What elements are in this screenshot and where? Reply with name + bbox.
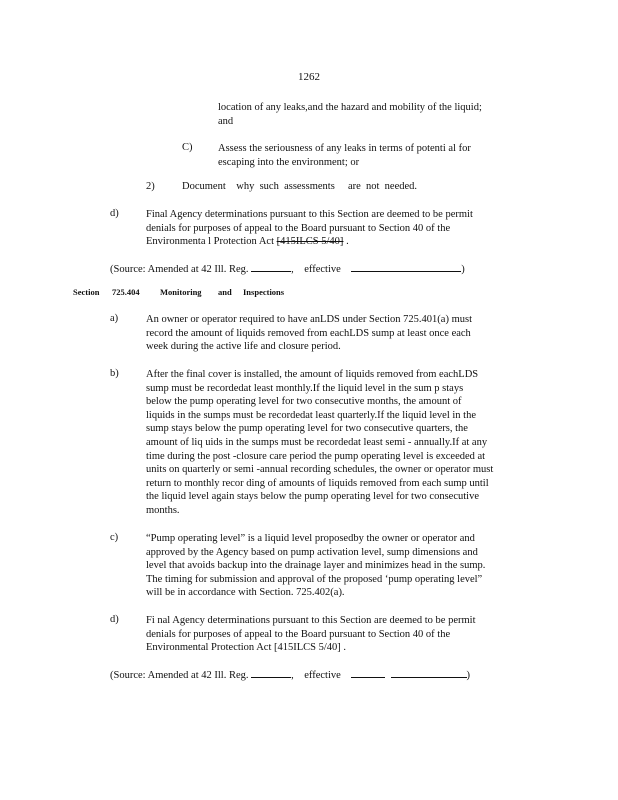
item-label: C) (182, 142, 193, 153)
text-line: level that avoids backup into the drainage layer and minimizes head in the sump. (146, 560, 486, 572)
text-line: Final Agency determinations pursuant to this Section are deemed to be permit (146, 209, 473, 220)
text-fragment: . (343, 236, 349, 248)
source-text: ) (461, 264, 465, 275)
source-text: , (291, 670, 294, 681)
text-line: Fi nal Agency determinations pursuant to this Section are deemed to be permit (146, 615, 476, 626)
source-text: ) (466, 670, 471, 681)
item-label: d) (110, 208, 119, 219)
section-title: and (218, 287, 232, 297)
text-line: denials for purposes of appeal to the Board pursuant to Section 40 of the (146, 222, 451, 234)
source-text: (Source: Amended at 42 Ill. Reg. (110, 264, 249, 275)
item-c-definition (146, 532, 532, 600)
text-line: record the amount of liquids removed from eachLDS sump at least once each (146, 327, 471, 339)
section-title: Monitoring (160, 287, 202, 297)
item-d-determinations (146, 614, 518, 655)
item-2-text: Document why such assessments are not needed. (182, 181, 418, 192)
text-line: below the pump operating level for two consecutive months, the amount of (146, 396, 462, 408)
text-line: liquids in the sumps must be recordedat least quarterly.If the liquid level in the (146, 409, 476, 421)
text-fragment: Environmenta l Protection Act (146, 236, 277, 248)
source-text: (Source: Amended at 42 Ill. Reg. (110, 670, 249, 681)
struck-citation: [415ILCS 5/40] (276, 236, 344, 248)
item-label: a) (110, 313, 119, 324)
item-label: c) (110, 532, 119, 543)
text-line: The timing for submission and approval of the proposed ‘pump operating level” (146, 573, 483, 585)
text-line: An owner or operator required to have anLDS under Section 725.401(a) must (146, 314, 472, 325)
source-text: effective (304, 670, 341, 681)
text-line: denials for purposes of appeal to the Board pursuant to Section 40 of the (146, 628, 451, 640)
blank-line (251, 261, 291, 272)
page-number: 1262 (298, 71, 320, 83)
item-label: d) (110, 614, 119, 625)
text-line: Environmental Protection Act [415ILCS 5/40] . (146, 642, 347, 654)
text-line: sump stays below the pump operating level for two consecutive quarters, the (146, 423, 468, 435)
text-line: amount of liq uids in the sumps must be recordedat least semi - annually.If at any (146, 436, 488, 448)
text-line: units on quarterly or semi -annual recording schedules, the owner or operator must (146, 464, 494, 476)
text-line: sump must be recordedat least monthly.If the liquid level in the sum p stays (146, 382, 464, 394)
blank-line (351, 667, 385, 678)
item-label: b) (110, 368, 119, 379)
item-a-text (146, 313, 518, 354)
blank-line (391, 667, 467, 678)
item-d-text (146, 208, 518, 249)
section-label: Section (73, 287, 100, 297)
source-note (110, 667, 470, 681)
text-line: months. (146, 504, 180, 516)
section-number: 725.404 (112, 287, 140, 297)
text-line: approved by the Agency based on pump activation level, sump dimensions and (146, 546, 478, 558)
blank-line (351, 261, 461, 272)
text-line: return to monthly recor ding of amounts of liquids removed from each sump until (146, 477, 489, 489)
source-note (110, 261, 465, 275)
text-line (146, 235, 518, 249)
text-line: escaping into the environment; or (218, 156, 360, 168)
source-text: effective (304, 264, 341, 275)
text-line: location of any leaks,and the hazard and mobility of the liquid; (218, 102, 482, 113)
text-line: time during the post -closure care period the pump operating level is exceeded at (146, 450, 486, 462)
text-line: week during the active life and closure period. (146, 341, 341, 353)
section-title: Inspections (243, 287, 285, 297)
text-line: “Pump operating level” is a liquid level proposedby the owner or operator and (146, 533, 475, 544)
blank-line (251, 667, 291, 678)
item-label: 2) (146, 181, 155, 192)
text-line: the liquid level again stays below the pump operating level for two consecutive (146, 491, 479, 503)
source-text: , (291, 264, 294, 275)
text-line: will be in accordance with Section. 725.402(a). (146, 587, 345, 599)
text-line: After the final cover is installed, the amount of liquids removed from eachLDS (146, 369, 479, 380)
continuation-text (218, 101, 520, 128)
text-line: Assess the seriousness of any leaks in terms of potenti al for (218, 143, 471, 154)
item-b-text (146, 368, 538, 518)
item-c-text (218, 142, 508, 169)
text-line: and (218, 115, 234, 127)
